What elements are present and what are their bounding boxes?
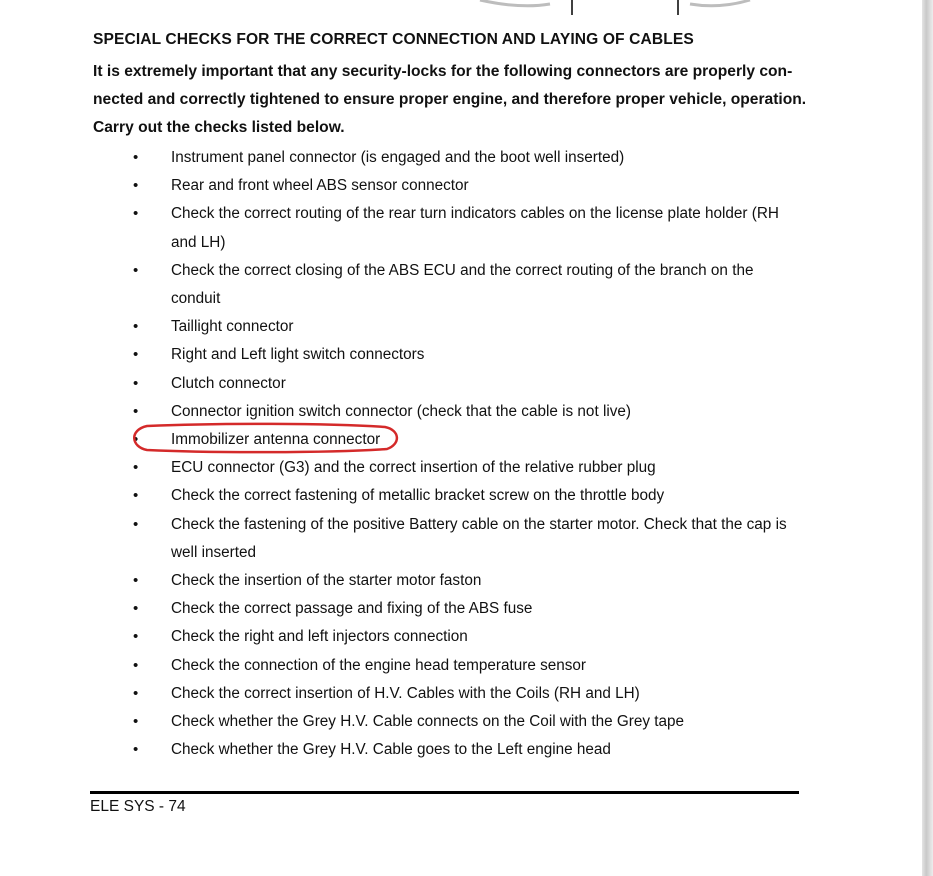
checklist-item — [0, 200, 800, 256]
checklist — [0, 144, 800, 764]
red-highlight-stroke — [134, 424, 397, 452]
bullet-icon: • — [133, 487, 139, 505]
intro-paragraph — [93, 58, 807, 142]
checklist-item — [0, 454, 800, 482]
page-edge-shadow — [922, 0, 933, 876]
checklist-item-text: Check the correct fastening of metallic bracket screw on the throttle body — [171, 487, 665, 505]
intro-line: nected and correctly tightened to ensure proper engine, and therefore proper vehicle, operation. — [93, 91, 807, 108]
checklist-item — [0, 567, 800, 595]
checklist-item-text: Check the correct insertion of H.V. Cables with the Coils (RH and LH) — [171, 684, 640, 702]
checklist-item — [0, 736, 800, 764]
checklist-item — [0, 680, 800, 708]
intro-line: Carry out the checks listed below. — [93, 119, 345, 136]
checklist-item — [0, 341, 800, 369]
checklist-item-text: Check the fastening of the positive Battery cable on the starter motor. Check that the cap is well inserted — [171, 515, 787, 561]
footer-rule — [90, 791, 799, 794]
checklist-item-text: Taillight connector — [171, 318, 294, 336]
checklist-item-text: Check the correct passage and fixing of the ABS fuse — [171, 600, 533, 618]
checklist-item — [0, 708, 800, 736]
bullet-icon: • — [133, 684, 139, 702]
checklist-item-text: Right and Left light switch connectors — [171, 346, 425, 364]
checklist-item-text: Check the correct closing of the ABS ECU and the correct routing of the branch on the conduit — [171, 261, 754, 308]
bullet-icon: • — [133, 628, 139, 646]
bullet-icon: • — [133, 374, 139, 392]
checklist-item — [0, 144, 800, 172]
checklist-item — [0, 370, 800, 398]
checklist-item-text: Check the right and left injectors connection — [171, 628, 468, 646]
checklist-item — [0, 398, 800, 426]
bullet-icon: • — [133, 318, 139, 336]
bullet-icon: • — [133, 177, 139, 195]
diagram-shadow-right — [690, 0, 750, 6]
bullet-icon: • — [133, 713, 139, 731]
checklist-item-text: Connector ignition switch connector (check that the cable is not live) — [171, 402, 631, 420]
checklist-item-text: ECU connector (G3) and the correct insertion of the relative rubber plug — [171, 459, 656, 477]
diagram-shadow-left — [480, 0, 550, 6]
bullet-icon: • — [133, 431, 139, 449]
bullet-icon: • — [133, 346, 139, 364]
checklist-item-text: Check the connection of the engine head temperature sensor — [171, 656, 586, 674]
checklist-item — [0, 595, 800, 623]
checklist-item — [0, 257, 800, 313]
bullet-icon: • — [133, 600, 139, 618]
page-footer-label: ELE SYS - 74 — [90, 798, 186, 815]
checklist-item-text: Check the insertion of the starter motor faston — [171, 572, 482, 590]
checklist-item-text: Check whether the Grey H.V. Cable connects on the Coil with the Grey tape — [171, 713, 684, 731]
checklist-item — [0, 623, 800, 651]
bullet-icon: • — [133, 656, 139, 674]
bullet-icon: • — [133, 149, 139, 166]
checklist-item — [0, 482, 800, 510]
checklist-item-text: Immobilizer antenna connector — [171, 431, 381, 449]
bullet-icon: • — [133, 261, 139, 279]
bullet-icon: • — [133, 515, 139, 533]
bullet-icon: • — [133, 572, 139, 590]
cropped-diagram-fragment — [460, 0, 760, 16]
checklist-item — [0, 313, 800, 341]
checklist-item-highlighted — [0, 426, 800, 454]
checklist-item-text: Check whether the Grey H.V. Cable goes to the Left engine head — [171, 741, 611, 759]
checklist-item-text: Rear and front wheel ABS sensor connector — [171, 177, 469, 195]
checklist-item — [0, 511, 800, 567]
red-highlight-ellipse — [129, 422, 399, 454]
intro-line: It is extremely important that any security-locks for the following connectors are properly con- — [93, 63, 793, 80]
checklist-item — [0, 652, 800, 680]
bullet-icon: • — [133, 741, 139, 759]
bullet-icon: • — [133, 402, 139, 420]
checklist-item-text: Clutch connector — [171, 374, 286, 392]
bullet-icon: • — [133, 459, 139, 477]
checklist-item-text: Check the correct routing of the rear turn indicators cables on the license plate holder (RH and LH) — [171, 205, 779, 251]
bullet-icon: • — [133, 205, 139, 223]
section-title: SPECIAL CHECKS FOR THE CORRECT CONNECTION AND LAYING OF CABLES — [93, 31, 694, 48]
checklist-item — [0, 172, 800, 200]
checklist-item-text: Instrument panel connector (is engaged and the boot well inserted) — [171, 149, 625, 166]
